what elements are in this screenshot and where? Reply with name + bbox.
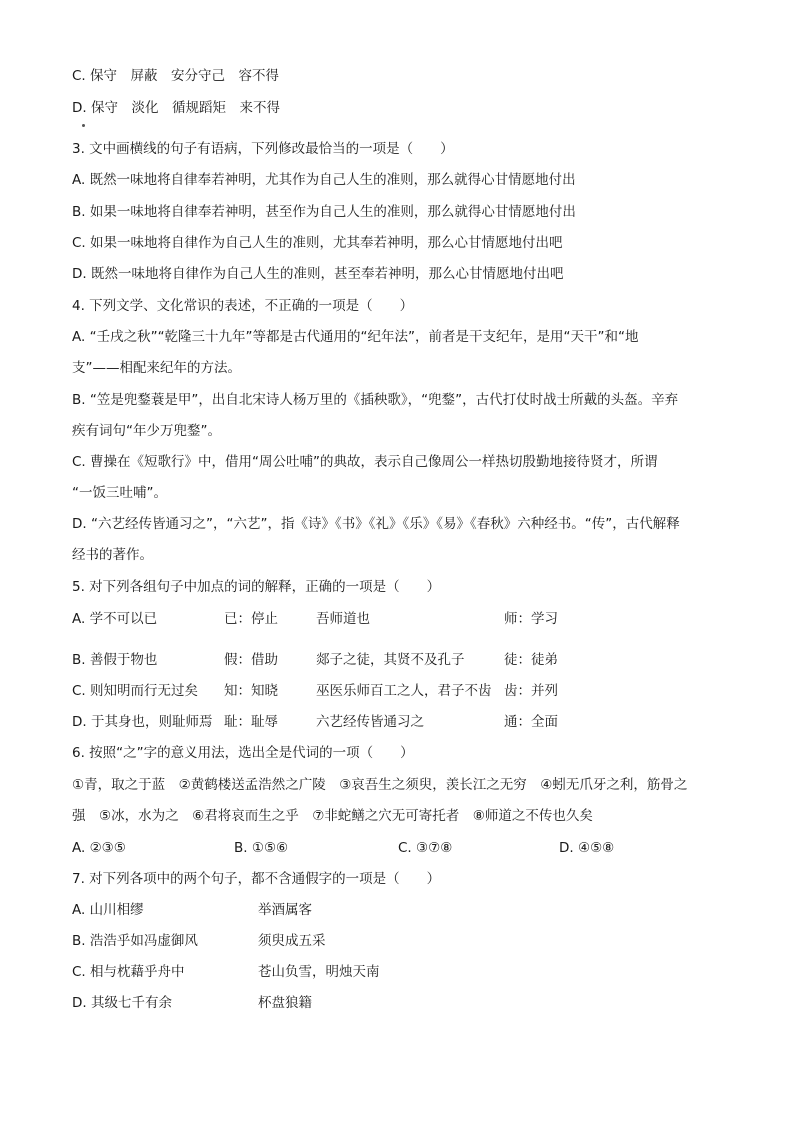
q5-stem: 5. 对下列各组句子中加点的词的解释，正确的一项是（ ） [72, 579, 441, 595]
q7-b-sentence1: B. 浩浩乎如冯虚御风 [72, 933, 198, 949]
q5-d-sentence1: D. 于其身也，则耻师焉 [72, 714, 213, 730]
q5-b-sentence2: 郯子之徒，其贤不及孔子 [316, 652, 465, 668]
q5-d-definition2: 通：全面 [504, 714, 558, 730]
q5-c-sentence2: 巫医乐师百工之人，君子不齿 [316, 683, 492, 699]
q3-option-d: D. 既然一味地将自律作为自己人生的准则，甚至奉若神明，那么心甘情愿地付出吧 [72, 266, 564, 282]
q5-a-sentence2: 吾师道也 [316, 611, 370, 627]
q3-option-a: A. 既然一味地将自律奉若神明，尤其作为自己人生的准则，那么就得心甘情愿地付出 [72, 172, 576, 188]
q7-c-sentence1: C. 相与枕藉乎舟中 [72, 964, 185, 980]
q4-option-b-line1: B. “笠是兜鍪蓑是甲”，出自北宋诗人杨万里的《插秧歌》，“兜鍪”，古代打仗时战士所戴的头盔。辛弃 [72, 392, 679, 408]
q3-option-b: B. 如果一味地将自律奉若神明，甚至作为自己人生的准则，那么就得心甘情愿地付出 [72, 204, 576, 220]
q7-c-sentence2: 苍山负雪，明烛天南 [258, 964, 380, 980]
q4-stem: 4. 下列文学、文化常识的表述，不正确的一项是（ ） [72, 298, 414, 314]
q3-option-c: C. 如果一味地将自律作为自己人生的准则，尤其奉若神明，那么心甘情愿地付出吧 [72, 235, 563, 251]
q3-stem: 3. 文中画横线的句子有语病，下列修改最恰当的一项是（ ） [72, 141, 454, 157]
q5-d-sentence2: 六艺经传皆通习之 [316, 714, 424, 730]
q4-option-b-line2: 疾有词句“年少万兜鍪”。 [72, 423, 221, 439]
q5-a-definition2: 师：学习 [504, 611, 558, 627]
q2-option-c: C. 保守 屏蔽 安分守己 容不得 [72, 68, 280, 84]
q5-b-definition1: 假：借助 [224, 652, 278, 668]
q6-option-c: C. ③⑦⑧ [398, 840, 453, 856]
q4-option-a-line2: 支”——相配来纪年的方法。 [72, 360, 241, 376]
q7-d-sentence1: D. 其级七千有余 [72, 995, 172, 1011]
q6-stem: 6. 按照“之”字的意义用法，选出全是代词的一项（ ） [72, 745, 414, 761]
q5-d-definition1: 耻：耻辱 [224, 714, 278, 730]
q5-c-sentence1: C. 则知明而行无过矣 [72, 683, 199, 699]
q5-c-definition2: 齿：并列 [504, 683, 558, 699]
q5-c-definition1: 知：知晓 [224, 683, 278, 699]
q5-b-definition2: 徒：徒弟 [504, 652, 558, 668]
q4-option-d-line1: D. “六艺经传皆通习之”，“六艺”，指《诗》《书》《礼》《乐》《易》《春秋》六种经书。“传”，古代解释 [72, 516, 680, 532]
stray-mark [82, 124, 85, 127]
q5-a-definition1: 已：停止 [224, 611, 278, 627]
q2-option-d: D. 保守 淡化 循规蹈矩 来不得 [72, 100, 280, 116]
q4-option-a-line1: A. “壬戌之秋”“乾隆三十九年”等都是古代通用的“纪年法”，前者是干支纪年，是用“天干”和“地 [72, 329, 639, 345]
q7-a-sentence1: A. 山川相缪 [72, 902, 144, 918]
q6-items-line2: 强 ⑤冰，水为之 ⑥君将哀而生之乎 ⑦非蛇鳝之穴无可寄托者 ⑧师道之不传也久矣 [72, 808, 593, 824]
q4-option-c-line1: C. 曹操在《短歌行》中，借用“周公吐哺”的典故，表示自己像周公一样热切殷勤地接待贤才，所谓 [72, 454, 658, 470]
q6-option-b: B. ①⑤⑥ [234, 840, 289, 856]
q7-b-sentence2: 须臾成五采 [258, 933, 326, 949]
q7-stem: 7. 对下列各项中的两个句子，都不含通假字的一项是（ ） [72, 871, 441, 887]
q7-a-sentence2: 举酒属客 [258, 902, 312, 918]
q5-b-sentence1: B. 善假于物也 [72, 652, 158, 668]
q6-option-a: A. ②③⑤ [72, 840, 126, 856]
q6-option-d: D. ④⑤⑧ [559, 840, 615, 856]
q7-d-sentence2: 杯盘狼籍 [258, 995, 312, 1011]
q6-items-line1: ①青，取之于蓝 ②黄鹤楼送孟浩然之广陵 ③哀吾生之须臾，羡长江之无穷 ④蚓无爪牙之利，筋骨之 [72, 777, 688, 793]
q4-option-d-line2: 经书的著作。 [72, 547, 153, 563]
q4-option-c-line2: “一饭三吐哺”。 [72, 485, 167, 501]
q5-a-sentence1: A. 学不可以已 [72, 611, 158, 627]
